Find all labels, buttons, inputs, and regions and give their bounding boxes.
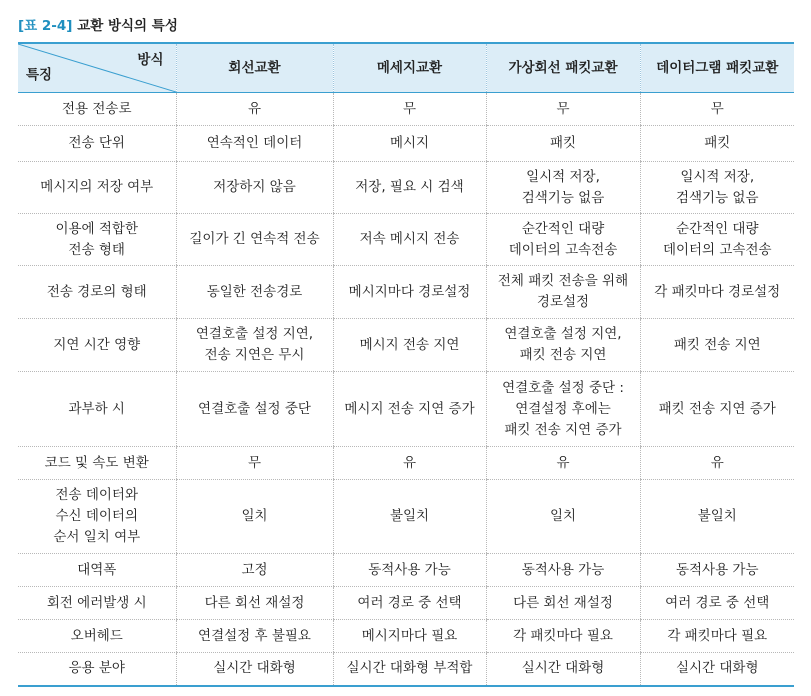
table-cell: 연결설정 후 불필요 <box>176 620 333 653</box>
row-feature-label: 과부하 시 <box>18 372 176 447</box>
row-feature-label: 전용 전송로 <box>18 93 176 126</box>
table-cell: 불일치 <box>333 480 486 554</box>
table-cell: 고정 <box>176 554 333 587</box>
table-cell: 각 패킷마다 필요 <box>486 620 640 653</box>
row-feature-label: 지연 시간 영향 <box>18 319 176 372</box>
table-row <box>18 587 794 620</box>
table-cell: 동일한 전송경로 <box>176 266 333 319</box>
row-feature-label: 메시지의 저장 여부 <box>18 162 176 214</box>
row-feature-label: 응용 분야 <box>18 653 176 686</box>
table-cell: 동적사용 가능 <box>486 554 640 587</box>
table-cell: 연결호출 설정 중단 : 연결설정 후에는 패킷 전송 지연 증가 <box>486 372 640 447</box>
table-row <box>18 319 794 372</box>
table-cell: 실시간 대화형 <box>486 653 640 686</box>
table-body <box>18 93 794 686</box>
table-cell: 유 <box>333 447 486 480</box>
table-cell: 유 <box>640 447 794 480</box>
table-cell: 연결호출 설정 중단 <box>176 372 333 447</box>
table-cell: 유 <box>176 93 333 126</box>
table-cell: 무 <box>640 93 794 126</box>
table-cell: 무 <box>486 93 640 126</box>
row-feature-label: 회전 에러발생 시 <box>18 587 176 620</box>
column-header-datagram: 데이터그램 패킷교환 <box>640 43 794 93</box>
table-cell: 일치 <box>486 480 640 554</box>
table-cell: 실시간 대화형 부적합 <box>333 653 486 686</box>
table-cell: 불일치 <box>640 480 794 554</box>
table-cell: 메시지 전송 지연 증가 <box>333 372 486 447</box>
table-row <box>18 620 794 653</box>
table-cell: 메시지 전송 지연 <box>333 319 486 372</box>
row-feature-label: 코드 및 속도 변환 <box>18 447 176 480</box>
table-cell: 일시적 저장, 검색기능 없음 <box>486 162 640 214</box>
header-corner-cell <box>18 43 176 93</box>
table-cell: 길이가 긴 연속적 전송 <box>176 214 333 266</box>
table-row <box>18 447 794 480</box>
row-feature-label: 전송 데이터와 수신 데이터의 순서 일치 여부 <box>18 480 176 554</box>
row-feature-label: 전송 경로의 형태 <box>18 266 176 319</box>
table-cell: 무 <box>176 447 333 480</box>
table-cell: 연결호출 설정 지연, 전송 지연은 무시 <box>176 319 333 372</box>
table-row <box>18 653 794 686</box>
table-cell: 유 <box>486 447 640 480</box>
table-cell: 무 <box>333 93 486 126</box>
table-caption <box>18 14 178 34</box>
row-feature-label: 오버헤드 <box>18 620 176 653</box>
header-feature-label: 특징 <box>26 67 53 83</box>
table-number: [표 2-4] <box>18 18 73 34</box>
row-feature-label: 대역폭 <box>18 554 176 587</box>
column-header-virtual-circuit: 가상회선 패킷교환 <box>486 43 640 93</box>
table-cell: 저장, 필요 시 검색 <box>333 162 486 214</box>
table-cell: 메시지 <box>333 126 486 162</box>
table-cell: 동적사용 가능 <box>333 554 486 587</box>
table-row <box>18 93 794 126</box>
table-cell: 실시간 대화형 <box>176 653 333 686</box>
header-method-label: 방식 <box>137 52 164 68</box>
table-cell: 연속적인 데이터 <box>176 126 333 162</box>
table-cell: 여러 경로 중 선택 <box>333 587 486 620</box>
table-cell: 일치 <box>176 480 333 554</box>
table-cell: 패킷 전송 지연 <box>640 319 794 372</box>
table-row <box>18 266 794 319</box>
table-cell: 여러 경로 중 선택 <box>640 587 794 620</box>
row-feature-label: 이용에 적합한 전송 형태 <box>18 214 176 266</box>
table-row <box>18 372 794 447</box>
table-cell: 연결호출 설정 지연, 패킷 전송 지연 <box>486 319 640 372</box>
table-cell: 각 패킷마다 필요 <box>640 620 794 653</box>
table-cell: 다른 회선 재설정 <box>176 587 333 620</box>
table-row <box>18 162 794 214</box>
switching-comparison-table <box>18 42 794 687</box>
table-cell: 저속 메시지 전송 <box>333 214 486 266</box>
table-row <box>18 126 794 162</box>
table-cell: 메시지마다 필요 <box>333 620 486 653</box>
table-row <box>18 554 794 587</box>
row-feature-label: 전송 단위 <box>18 126 176 162</box>
table-header-row <box>18 43 794 93</box>
table-cell: 저장하지 않음 <box>176 162 333 214</box>
table-cell: 패킷 전송 지연 증가 <box>640 372 794 447</box>
table-cell: 전체 패킷 전송을 위해 경로설정 <box>486 266 640 319</box>
table-cell: 순간적인 대량 데이터의 고속전송 <box>486 214 640 266</box>
table-cell: 패킷 <box>486 126 640 162</box>
column-header-circuit: 회선교환 <box>176 43 333 93</box>
table-title: 교환 방식의 특성 <box>77 18 178 34</box>
table-cell: 일시적 저장, 검색기능 없음 <box>640 162 794 214</box>
table-cell: 다른 회선 재설정 <box>486 587 640 620</box>
table-cell: 패킷 <box>640 126 794 162</box>
table-cell: 동적사용 가능 <box>640 554 794 587</box>
table-cell: 순간적인 대량 데이터의 고속전송 <box>640 214 794 266</box>
table-cell: 실시간 대화형 <box>640 653 794 686</box>
table-cell: 각 패킷마다 경로설정 <box>640 266 794 319</box>
table-row <box>18 480 794 554</box>
table-cell: 메시지마다 경로설정 <box>333 266 486 319</box>
table-row <box>18 214 794 266</box>
column-header-message: 메세지교환 <box>333 43 486 93</box>
